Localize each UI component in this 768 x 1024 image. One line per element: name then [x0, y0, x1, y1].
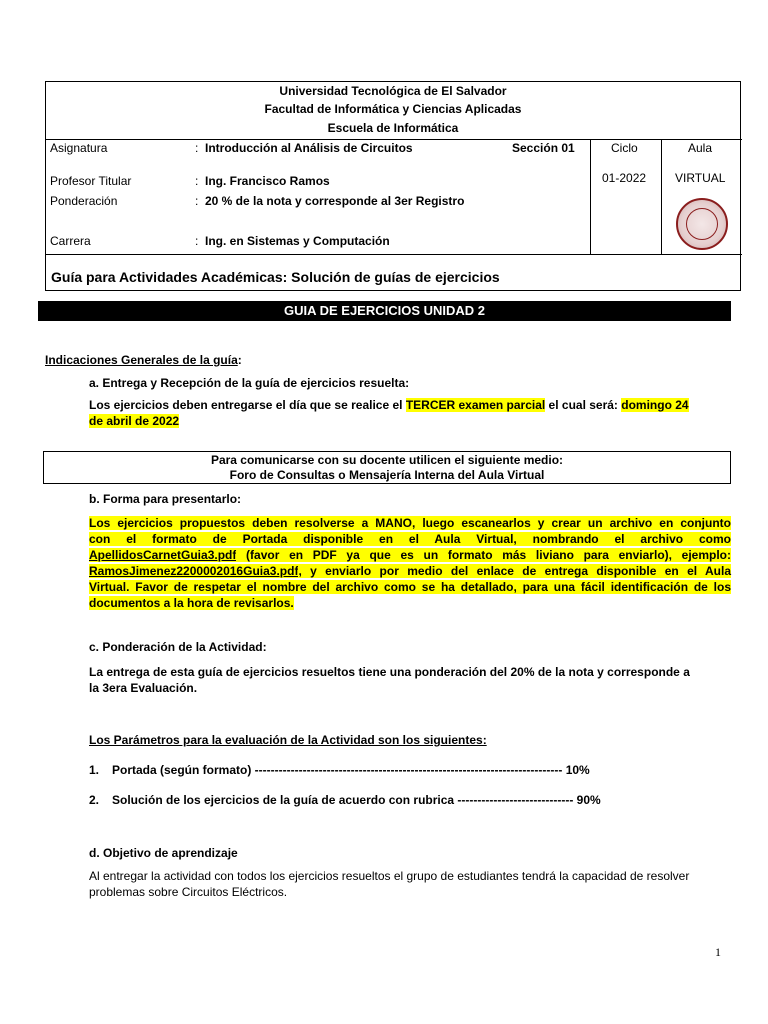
- text-line: La entrega de esta guía de ejercicios resueltos tiene una ponderación del 20% de la nota y corresponde a: [89, 665, 690, 679]
- text: el cual será:: [545, 398, 622, 412]
- ciclo-label: Ciclo: [611, 141, 638, 155]
- carrera-label: Carrera: [50, 234, 91, 248]
- section-b-body: [89, 515, 731, 611]
- highlight-text: de abril de 2022: [89, 414, 180, 428]
- text: Los ejercicios deben entregarse el día que se realice el: [89, 398, 406, 412]
- filename-example: RamosJimenez2200002016Guia3.pdf: [89, 564, 299, 578]
- aula-value: VIRTUAL: [675, 171, 726, 185]
- section-d-body: [89, 868, 739, 900]
- header-table: [45, 81, 741, 291]
- asignatura-label: Asignatura: [50, 141, 108, 155]
- filename-format: ApellidosCarnetGuia3.pdf: [89, 548, 237, 562]
- ponderacion-label: Ponderación: [50, 194, 118, 208]
- colon: :: [237, 353, 242, 367]
- parametro-item-2-num: 2.: [89, 793, 100, 807]
- unit-banner: GUIA DE EJERCICIOS UNIDAD 2: [38, 301, 731, 321]
- section-c-body: [89, 664, 731, 696]
- text-line: (favor en PDF ya que es un formato más liviano para enviarlo), ejemplo:: [236, 548, 731, 562]
- colon: :: [195, 141, 199, 155]
- text-line: la 3era Evaluación.: [89, 681, 198, 695]
- indicaciones-heading: [45, 352, 242, 368]
- page-number: 1: [715, 945, 721, 959]
- parametro-item-2: Solución de los ejercicios de la guía de acuerdo con rubrica ----------------------------- 90%: [112, 793, 601, 807]
- ponderacion-value: 20 % de la nota y corresponde al 3er Registro: [205, 194, 465, 208]
- contact-line-2: Foro de Consultas o Mensajería Interna del Aula Virtual: [229, 468, 545, 482]
- section-d-title: d. Objetivo de aprendizaje: [89, 846, 238, 860]
- parametro-item-1: Portada (según formato) ----------------------------------------------------------------------------- 10%: [112, 763, 590, 777]
- faculty-name: Facultad de Informática y Ciencias Aplicadas: [264, 102, 522, 116]
- contact-box: [43, 451, 731, 484]
- highlight-text: TERCER examen parcial: [405, 398, 546, 412]
- asignatura-value: Introducción al Análisis de Circuitos: [205, 141, 413, 155]
- university-seal-icon: [676, 198, 728, 250]
- text-line: , y enviarlo por medio del enlace de entrega disponible en el Aula: [298, 564, 731, 578]
- section-c-title: c. Ponderación de la Actividad:: [89, 640, 267, 654]
- text-line: Los ejercicios propuestos deben resolverse a MANO, luego escanearlos y crear un archivo en conjunto: [89, 516, 731, 530]
- text-line: Al entregar la actividad con todos los ejercicios resueltos el grupo de estudiantes tendrá la capacidad de resolver: [89, 869, 690, 883]
- school-name: Escuela de Informática: [327, 121, 459, 135]
- divider: [661, 139, 662, 254]
- divider: [46, 139, 591, 140]
- ciclo-value: 01-2022: [602, 171, 647, 185]
- section-a-title: a. Entrega y Recepción de la guía de ejercicios resuelta:: [89, 376, 410, 390]
- text-line: problemas sobre Circuitos Eléctricos.: [89, 885, 288, 899]
- text-line: con el formato de Portada disponible en el Aula Virtual, nombrando el archivo como: [89, 532, 731, 546]
- guide-title: Guía para Actividades Académicas: Solución de guías de ejercicios: [51, 269, 500, 285]
- colon: :: [195, 174, 199, 188]
- parametro-item-1-num: 1.: [89, 763, 100, 777]
- colon: :: [195, 194, 199, 208]
- section-a-text: [89, 397, 731, 429]
- divider: [46, 254, 742, 255]
- highlight-text: domingo 24: [621, 398, 689, 412]
- indicaciones-text: Indicaciones Generales de la guía: [45, 353, 238, 367]
- text-line: Virtual. Favor de respetar el nombre del archivo como se ha detallado, para una fácil identificación de los: [89, 580, 731, 594]
- divider: [590, 139, 742, 140]
- aula-label: Aula: [688, 141, 713, 155]
- parametros-title: Los Parámetros para la evaluación de la Actividad son los siguientes:: [89, 733, 487, 747]
- seccion-value: Sección 01: [512, 141, 575, 155]
- contact-line-1: Para comunicarse con su docente utilicen el siguiente medio:: [210, 453, 564, 467]
- text-line: documentos a la hora de revisarlos.: [89, 596, 294, 610]
- university-name: Universidad Tecnológica de El Salvador: [279, 84, 507, 98]
- divider: [590, 139, 591, 254]
- profesor-value: Ing. Francisco Ramos: [205, 174, 330, 188]
- carrera-value: Ing. en Sistemas y Computación: [205, 234, 390, 248]
- section-b-title: b. Forma para presentarlo:: [89, 492, 242, 506]
- profesor-label: Profesor Titular: [50, 174, 132, 188]
- colon: :: [195, 234, 199, 248]
